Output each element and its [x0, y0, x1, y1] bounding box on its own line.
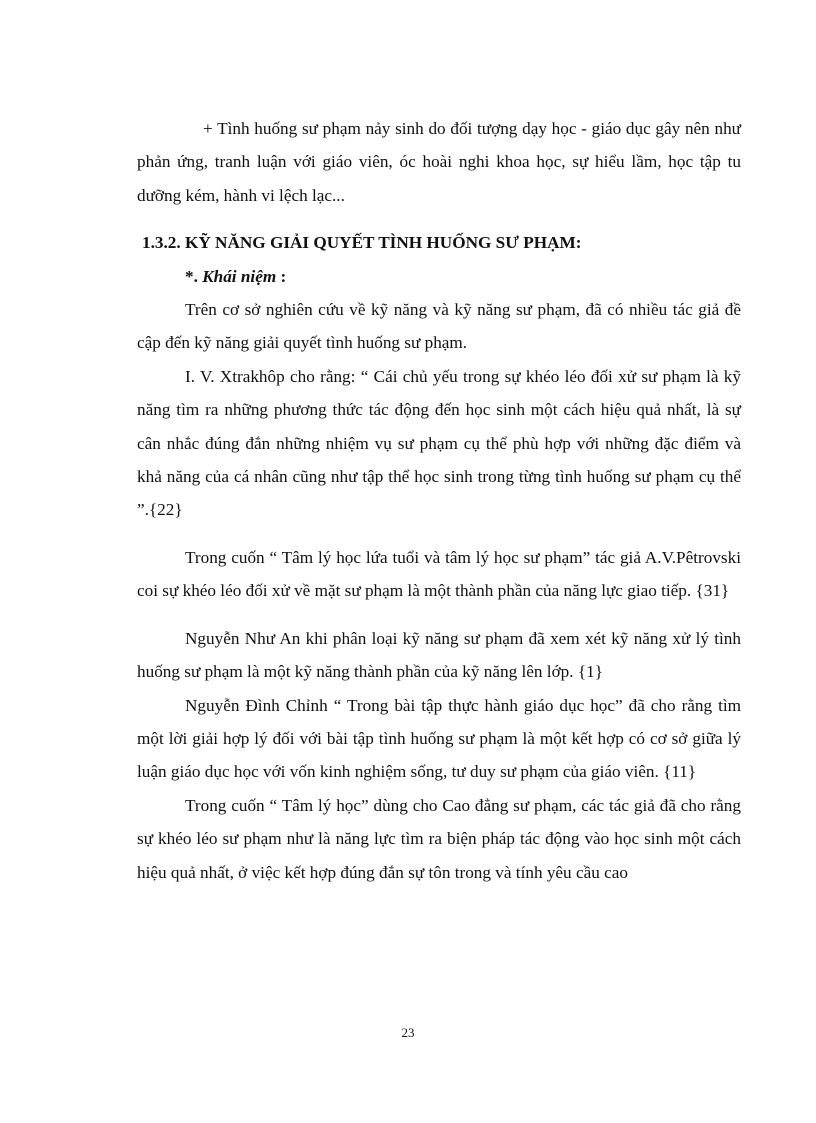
- subheading-prefix: *.: [185, 266, 203, 286]
- page-body: [137, 112, 741, 889]
- section-heading: 1.3.2. KỸ NĂNG GIẢI QUYẾT TÌNH HUỐNG SƯ PHẠM:: [142, 233, 582, 253]
- paragraph-situation-types: + Tình huống sư phạm nảy sinh do đối tượng dạy học - giáo dục gây nên như phản ứng, tranh luận với giáo viên, óc hoài nghi khoa học, sự hiểu lầm, học tập tu dưỡng kém, hành vi lệch lạc...: [137, 119, 741, 205]
- paragraph-research-basis: Trên cơ sở nghiên cứu về kỹ năng và kỹ năng sư phạm, đã có nhiều tác giả đề cập đến kỹ năng giải quyết tình huống sư phạm.: [137, 300, 741, 353]
- paragraph-nguyen-nhu-an: Nguyễn Như An khi phân loại kỹ năng sư phạm đã xem xét kỹ năng xử lý tình huống sư phạm là một kỹ năng thành phần của kỹ năng lên lớp. {1}: [137, 628, 741, 682]
- page-number: 23: [401, 1025, 415, 1040]
- subheading-concept: [137, 260, 741, 293]
- subheading-italic: Khái niệm: [202, 266, 277, 286]
- subheading-suffix: :: [276, 266, 287, 286]
- paragraph-psychology-textbook: Trong cuốn “ Tâm lý học” dùng cho Cao đẳng sư phạm, các tác giả đã cho rằng sự khéo léo sư phạm như là năng lực tìm ra biện pháp tác động vào học sinh một cách hiệu quả nhất, ở việc kết hợp đúng đắn sự tôn trong và tính yêu cầu cao: [137, 795, 741, 882]
- paragraph-xtrakhop-quote: I. V. Xtrakhôp cho rằng: “ Cái chủ yếu trong sự khéo léo đối xử sư phạm là kỹ năng tìm ra những phương thức tác động đến học sinh một cách hiệu quả nhất, là sự cân nhắc đúng đắn những nhiệm vụ sư phạm cụ thể phù hợp với những đặc điểm và khả năng của cá nhân cũng như tập thể học sinh trong từng tình huống sư phạm cụ thể ”.{22}: [137, 366, 741, 520]
- paragraph-nguyen-dinh-chinh: Nguyễn Đình Chỉnh “ Trong bài tập thực hành giáo dục học” đã cho rằng tìm một lời giải hợp lý đối với bài tập tình huống sư phạm là một kết hợp có cơ sở giữa lý luận giáo dục học với vốn kinh nghiệm sống, tư duy sư phạm của giáo viên. {11}: [137, 695, 741, 782]
- paragraph-petrovski: Trong cuốn “ Tâm lý học lứa tuổi và tâm lý học sư phạm” tác giả A.V.Pêtrovski coi sự khéo léo đối xử về mặt sư phạm là một thành phần của năng lực giao tiếp. {31}: [137, 547, 741, 601]
